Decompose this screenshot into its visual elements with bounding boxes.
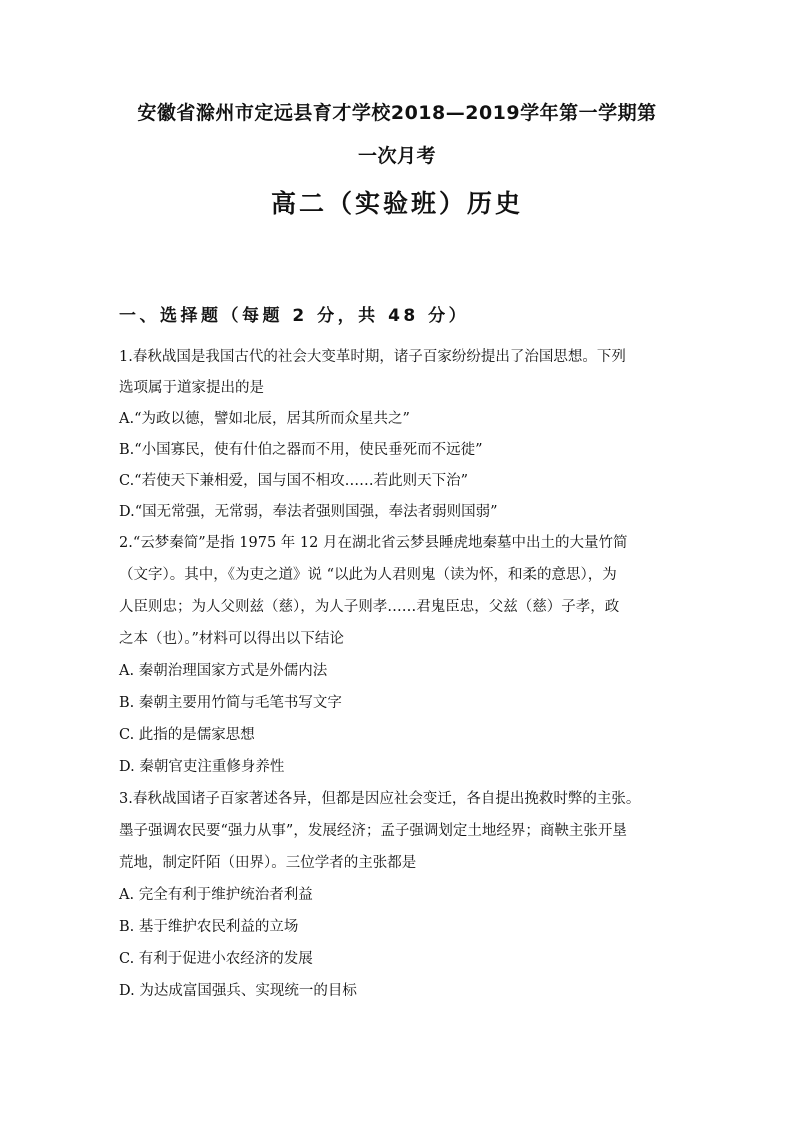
q2-stem-line-1: 2.“云梦秦简”是指 1975 年 12 月在湖北省云梦县睡虎地秦墓中出土的大量竹简 [119,535,628,551]
q1-stem-line-1: 1.春秋战国是我国古代的社会大变革时期，诸子百家纷纷提出了治国思想。下列 [119,349,626,365]
q2-option-b: B. 秦朝主要用竹简与毛笔书写文字 [119,695,342,711]
q2-stem-line-4: 之本（也）。”材料可以得出以下结论 [119,631,344,647]
q1-stem-line-2: 选项属于道家提出的是 [119,380,264,396]
subject-title: 高二（实验班）历史 [270,189,523,218]
q3-option-c: C. 有利于促进小农经济的发展 [119,951,313,967]
q3-stem-line-2: 墨子强调农民要“强力从事”，发展经济；孟子强调划定土地经界；商鞅主张开垦 [119,823,627,839]
q3-stem-line-1: 3.春秋战国诸子百家著述各异，但都是因应社会变迁，各自提出挽救时弊的主张。 [119,791,641,807]
section-heading: 一、选择题（每题 2 分，共 48 分） [119,306,470,326]
q1-option-c: C.“若使天下兼相爱，国与国不相攻……若此则天下治” [119,473,469,489]
q2-stem-line-3: 人臣则忠；为人父则兹（慈），为人子则孝……君鬼臣忠，父兹（慈）子孝，政 [119,599,620,615]
q1-option-d: D.“国无常强，无常弱，奉法者强则国强，奉法者弱则国弱” [119,504,498,520]
q3-option-a: A. 完全有利于维护统治者利益 [119,887,313,903]
exam-title-line-1: 安徽省滁州市定远县育才学校2018—2019学年第一学期第 [137,102,657,124]
exam-title-line-2: 一次月考 [357,145,436,167]
q2-option-a: A. 秦朝治理国家方式是外儒内法 [119,663,328,679]
q3-stem-line-3: 荒地，制定阡陌（田界）。三位学者的主张都是 [119,855,417,871]
q2-stem-line-2: （文字）。其中，《为吏之道》说 “以此为人君则鬼（读为怀，和柔的意思），为 [119,567,617,583]
q2-option-c: C. 此指的是儒家思想 [119,727,255,743]
q3-option-b: B. 基于维护农民利益的立场 [119,919,299,935]
q1-option-b: B.“小国寡民，使有什伯之器而不用，使民垂死而不远徙” [119,442,483,458]
q2-option-d: D. 秦朝官吏注重修身养性 [119,759,285,775]
q3-option-d: D. 为达成富国强兵、实现统一的目标 [119,983,357,999]
q1-option-a: A.“为政以德，譬如北辰，居其所而众星共之” [119,411,410,427]
